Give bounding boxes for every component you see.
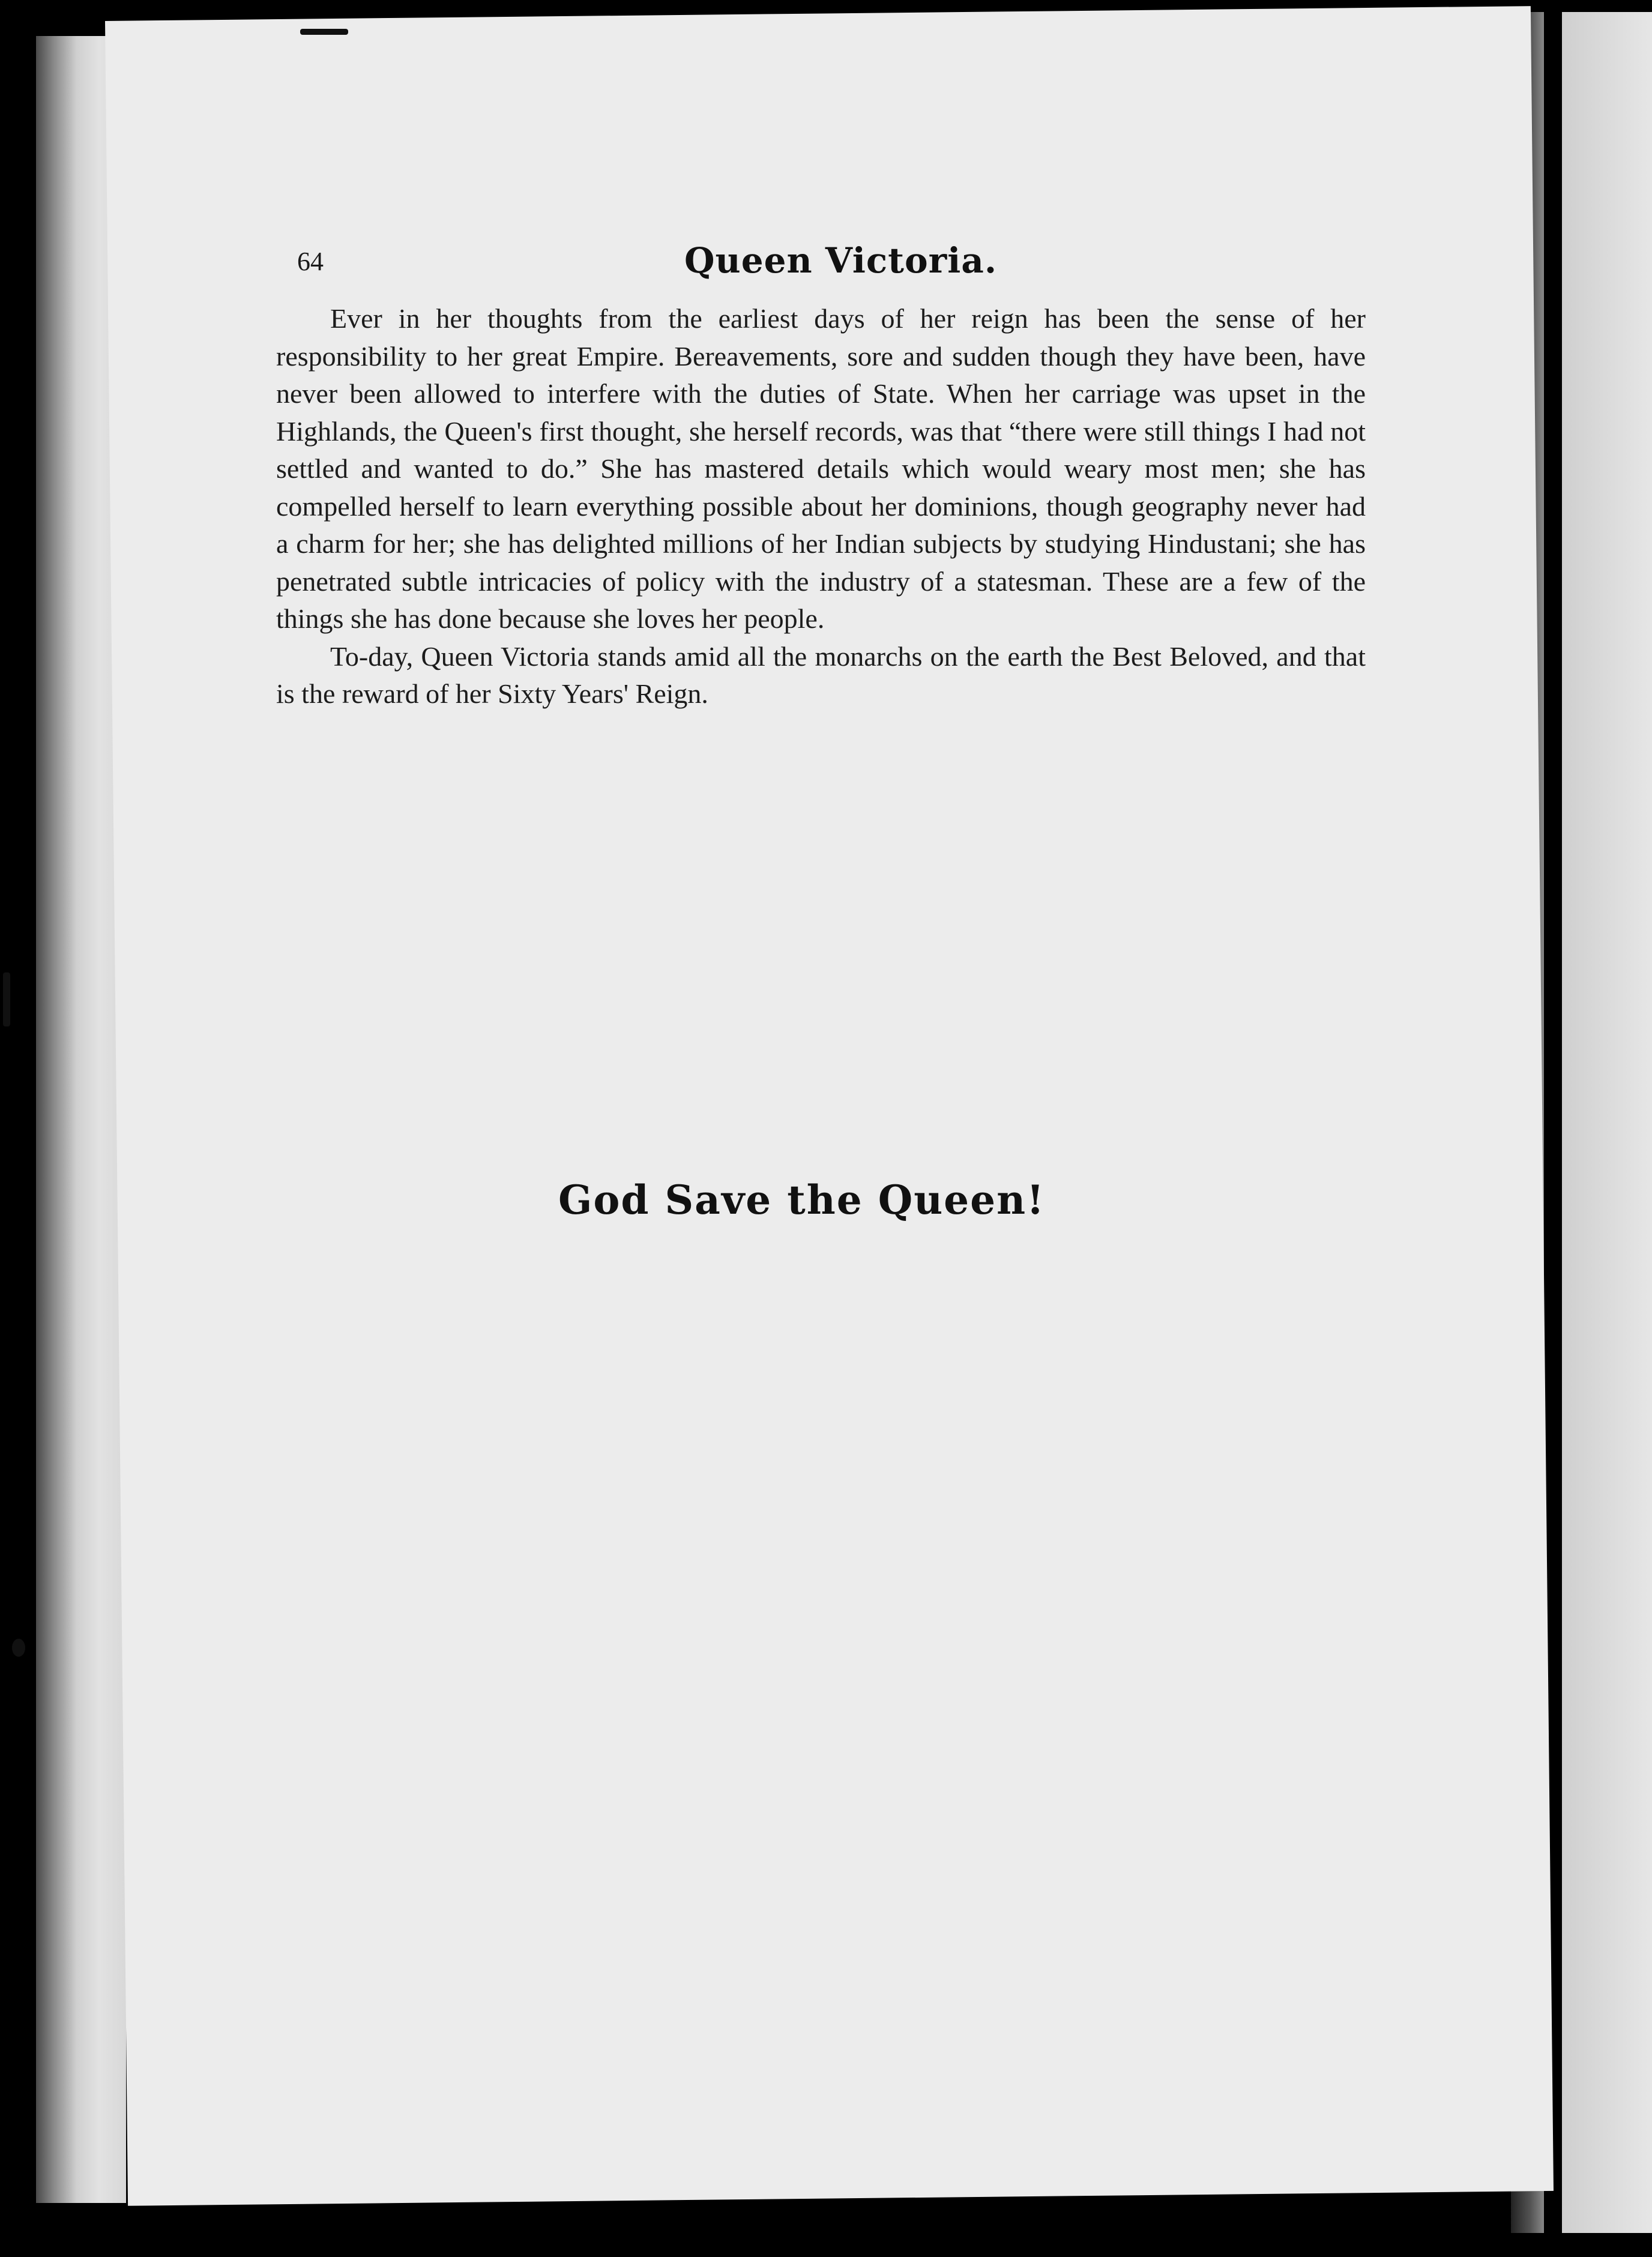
paragraph-2: To-day, Queen Victoria stands amid all the monarchs on the earth the Best Beloved, and that is the reward of her Sixty Years' Reign.: [276, 640, 1366, 709]
scan-speck: [12, 1639, 25, 1657]
running-head: Queen Victoria.: [684, 240, 998, 281]
scan-speck: [300, 29, 348, 35]
closing-line: God Save the Queen!: [558, 1177, 1046, 1223]
body-text: [276, 300, 1366, 713]
facing-page-edge: [1562, 12, 1652, 2233]
scan-speck: [3, 972, 10, 1026]
page-number: 64: [297, 247, 324, 276]
paragraph-1: Ever in her thoughts from the earliest days of her reign has been the sense of her responsibility to her great Empire. Bereavements, sore and sudden though they have been, have never been allowed to interfere with the duties of State. When her carriage was upset in the Highlands, the Queen's first thought, she herself records, was that “there were still things I had not settled and wanted to do.” She has mastered details which would weary most men; she has compelled herself to learn everything possible about her dominions, though geography never had a charm for her; she has delighted millions of her Indian subjects by studying Hindustani; she has penetrated subtle intricacies of policy with the industry of a statesman. These are a few of the things she has done because she loves her people.: [276, 303, 1366, 634]
